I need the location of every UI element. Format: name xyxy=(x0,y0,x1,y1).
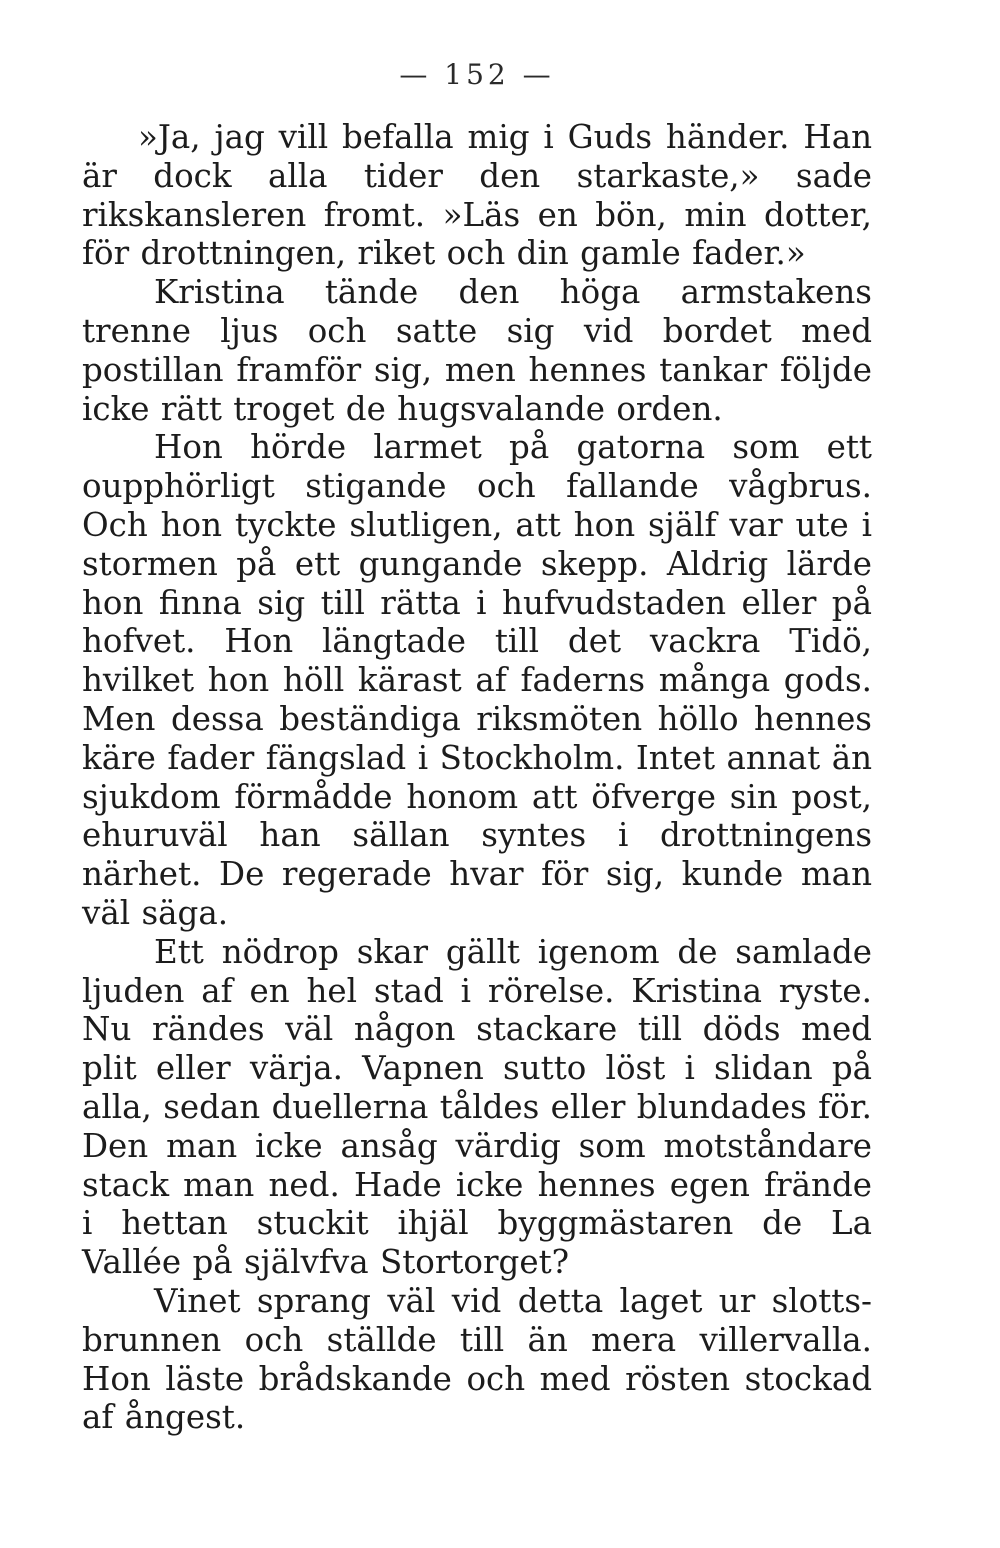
text-body xyxy=(82,118,872,1437)
paragraph-1: »Ja, jag vill befalla mig i Guds händer. Han är dock alla tider den starkaste,» sade rikskansleren fromt. »Läs en bön, min dotter, för drottningen, riket och din gamle fader.» xyxy=(82,118,872,273)
paragraph-4: Ett nödrop skar gällt igenom de samlade ljuden af en hel stad i rörelse. Kristina ryste. Nu rändes väl någon stackare till döds med plit eller värja. Vapnen sutto löst i slidan på alla, sedan duellerna tåldes eller blundades för. Den man icke ansåg värdig som motståndare stack man ned. Hade icke hennes egen frände i hettan stuckit ihjäl byggmästaren de La Vallée på självfva Stortorget? xyxy=(82,932,872,1282)
paragraph-2: Kristina tände den höga armstakens trenne ljus och satte sig vid bordet med postillan framför sig, men hennes tankar följde icke rätt troget de hugsvalande orden. xyxy=(82,273,872,428)
paragraph-5: Vinet sprang väl vid detta laget ur slottsbrunnen och ställde till än mera villervalla. Hon läste brådskande och med rösten stockad af ångest. xyxy=(82,1281,872,1437)
book-page xyxy=(82,0,872,1548)
page-number: — 152 — xyxy=(399,58,555,91)
paragraph-3: Hon hörde larmet på gatorna som ett oupphörligt stigande och fallande vågbrus. Och hon tyckte slutligen, att hon själf var ute i stormen på ett gungande skepp. Aldrig lärde hon finna sig till rätta i hufvudstaden eller på hofvet. Hon längtade till det vackra Tidö, hvilket hon höll kärast af faderns många gods. Men dessa beständiga riksmöten höllo hennes käre fader fängslad i Stockholm. Intet annat än sjukdom förmådde honom att öfverge sin post, ehuruväl han sällan syntes i drottningens närhet. De regerade hvar för sig, kunde man väl säga. xyxy=(82,428,872,932)
